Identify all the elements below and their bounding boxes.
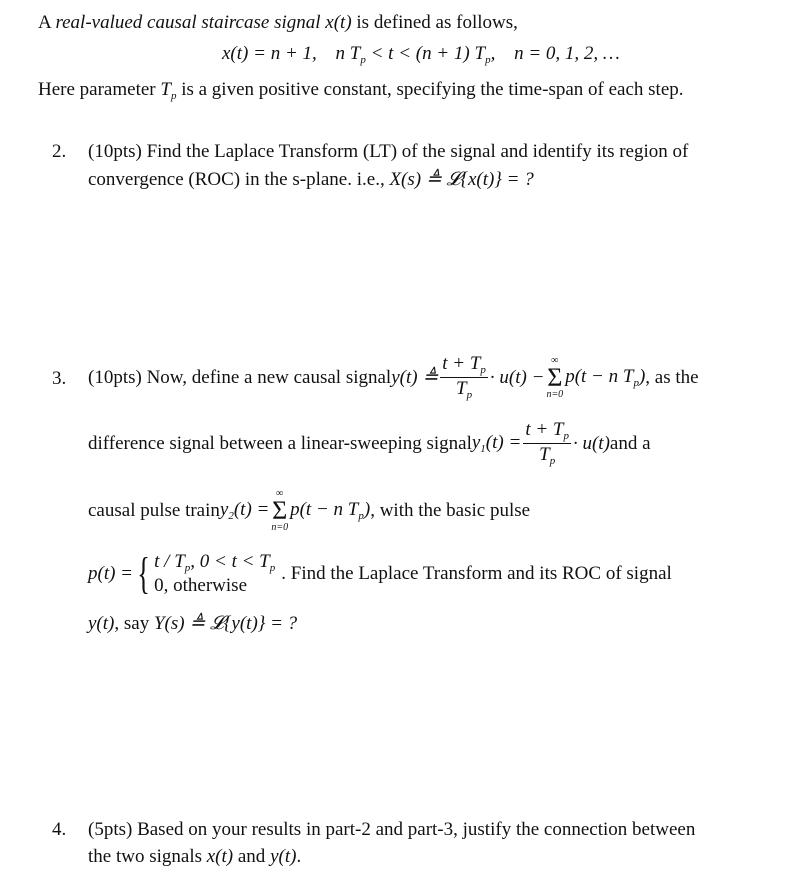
intro-equation: [222, 42, 620, 68]
q3-sum-2: ∞ Σ n=0: [271, 488, 289, 533]
intro-text-a: A: [38, 12, 56, 33]
q2-math: X(s) ≜ 𝓛{x(t)} = ?: [389, 169, 534, 190]
intro-emphasis: real-valued causal staircase signal: [55, 12, 321, 33]
eq-x: x(t) = n + 1,: [222, 43, 317, 64]
q4-number: 4.: [52, 819, 67, 840]
q2-line-2: convergence (ROC) in the s-plane. i.e., X(s) ≜ 𝓛{x(t)} = ?: [88, 169, 534, 190]
intro-text-d: is defined as follows,: [356, 12, 518, 33]
intro-line-3: Here parameter $T_p$ is a given positive constant, specifying the time-span of each step.: [38, 79, 684, 102]
q3-line-3: causal pulse train $y_2(t)$ = ∞ Σ n=0 p(t − n $T_p$) , with the basic pulse: [88, 488, 531, 533]
eq-range: n $T_p < t < (n + 1)$ $T_p$,: [335, 43, 496, 66]
intro-line-1: [38, 11, 518, 35]
q4-line-1: (5pts) Based on your results in part-2 and part-3, justify the connection between: [88, 819, 696, 840]
q3-line-2: difference signal between a linear-sweeping signal $y_1(t)$ = $\frac{t + T_p}{T_p}$ · u(t) and a: [88, 419, 651, 467]
q3-line-5: y(t), say Y(s) ≜ 𝓛{y(t)} = ?: [88, 613, 298, 634]
q3-fraction: $\frac{t + T_p}{T_p}$: [442, 353, 486, 401]
q2-line-1: (10pts) Find the Laplace Transform (LT) of the signal and identify its region of: [88, 141, 689, 162]
q3-cases: t / $T_p$, $0 < t < T_p$ 0, otherwise: [154, 550, 276, 596]
q4-line-2: the two signals x(t) and y(t).: [88, 846, 302, 867]
q2-number: 2.: [52, 141, 67, 162]
q3-number: 3.: [52, 368, 67, 389]
q3-fraction-2: $\frac{t + T_p}{T_p}$: [525, 419, 569, 467]
eq-n: n = 0, 1, 2, …: [514, 43, 620, 64]
q3-line-1: (10pts) Now, define a new causal signal y(t) ≜ $\frac{t + T_p}{T_p}$ · u(t) − ∞ Σ n=0 p(t − n $T_p$) , as the: [88, 353, 699, 401]
intro-signal: x(t): [320, 12, 357, 33]
q3-sum-1: ∞ Σ n=0: [546, 355, 564, 400]
q3-pulse-definition: p(t) = { t / $T_p$, $0 < t < T_p$ 0, otherwise . Find the Laplace Transform and its ROC of signal: [88, 549, 672, 598]
